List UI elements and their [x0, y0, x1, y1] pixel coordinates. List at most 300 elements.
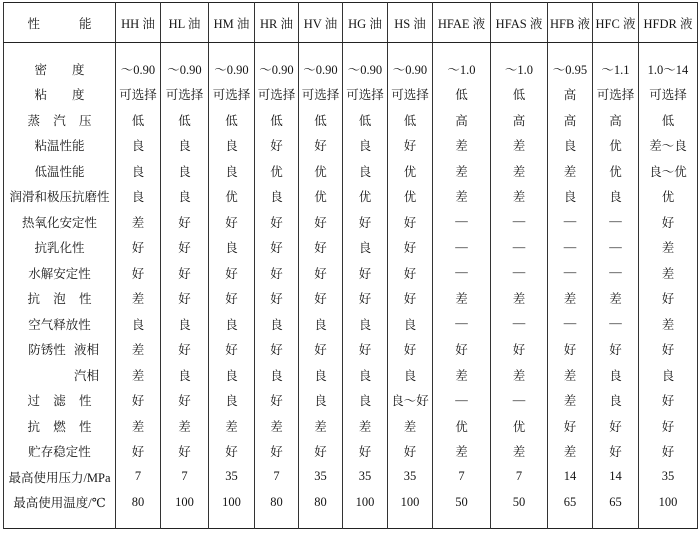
column-header: HH 油	[116, 3, 161, 43]
table-cell: 好	[343, 439, 388, 465]
table-cell: 好	[388, 286, 433, 312]
table-cell: 良	[593, 362, 639, 388]
table-cell: 好	[491, 337, 548, 363]
table-cell: 优	[299, 184, 343, 210]
row-label: 空气释放性	[28, 317, 91, 332]
spacer-cell	[491, 43, 548, 57]
table-cell: 良	[255, 184, 299, 210]
spacer-cell	[4, 43, 116, 57]
column-header: HS 油	[388, 3, 433, 43]
table-cell: —	[593, 260, 639, 286]
table-cell: 差	[116, 413, 161, 439]
table-cell: 优	[639, 184, 698, 210]
column-header: HL 油	[161, 3, 209, 43]
table-cell: —	[548, 209, 593, 235]
row-label: 抗乳化性	[34, 241, 85, 256]
row-label: 热氧化安定性	[21, 215, 97, 230]
table-cell: 好	[388, 133, 433, 159]
spacer-cell	[388, 515, 433, 529]
spacer-cell	[209, 43, 255, 57]
hydraulic-fluid-properties-table	[3, 2, 698, 529]
table-cell: 良	[343, 388, 388, 414]
table-cell: 好	[639, 209, 698, 235]
table-cell: 差	[343, 413, 388, 439]
table-cell: 可选择	[639, 82, 698, 108]
column-header: HFC 液	[593, 3, 639, 43]
table-cell: ～0.90	[388, 56, 433, 82]
table-cell: 好	[388, 260, 433, 286]
table-cell: 优	[593, 133, 639, 159]
table-cell: 优	[491, 413, 548, 439]
table-cell: 差	[116, 337, 161, 363]
table-cell: —	[433, 260, 491, 286]
table-cell: 好	[161, 260, 209, 286]
table-cell: 低	[433, 82, 491, 108]
row-label: 低温性能	[34, 164, 85, 179]
table-cell: 低	[343, 107, 388, 133]
table-cell: 好	[639, 388, 698, 414]
table-cell: 好	[299, 209, 343, 235]
table-cell: 好	[255, 133, 299, 159]
table-cell: 好	[343, 260, 388, 286]
table-cell: 良	[639, 362, 698, 388]
table-cell: 好	[116, 260, 161, 286]
header-row	[4, 3, 698, 43]
table-cell: 良	[255, 311, 299, 337]
table-cell: 差	[116, 209, 161, 235]
row-label-cell	[4, 464, 116, 490]
table-cell: 差	[388, 413, 433, 439]
table-cell: 良	[343, 235, 388, 261]
table-cell: 好	[548, 413, 593, 439]
spacer-row	[4, 515, 698, 529]
table-cell: 好	[255, 388, 299, 414]
spacer-cell	[299, 43, 343, 57]
table-cell: 低	[255, 107, 299, 133]
table-cell: 低	[491, 82, 548, 108]
table-cell: 差	[548, 286, 593, 312]
table-cell: 好	[388, 209, 433, 235]
row-label-cell	[4, 158, 116, 184]
row-label-cell	[4, 413, 116, 439]
spacer-cell	[548, 43, 593, 57]
table-cell: 良	[209, 133, 255, 159]
table-cell: 好	[209, 439, 255, 465]
spacer-cell	[116, 515, 161, 529]
table-row	[4, 464, 698, 490]
column-header: HFAS 液	[491, 3, 548, 43]
table-cell: 可选择	[116, 82, 161, 108]
row-label: 抗 燃 性	[27, 419, 92, 434]
table-cell: 1.0～14	[639, 56, 698, 82]
table-cell: —	[548, 235, 593, 261]
spacer-cell	[255, 43, 299, 57]
table-cell: ～0.90	[255, 56, 299, 82]
table-cell: 良	[548, 133, 593, 159]
table-cell: —	[433, 311, 491, 337]
table-cell: 好	[161, 235, 209, 261]
table-cell: 低	[639, 107, 698, 133]
table-cell: 可选择	[299, 82, 343, 108]
table-cell: 35	[388, 464, 433, 490]
row-label-cell	[4, 184, 116, 210]
table-cell: 7	[491, 464, 548, 490]
table-cell: 优	[593, 158, 639, 184]
table-row	[4, 235, 698, 261]
table-cell: 差	[491, 286, 548, 312]
spacer-cell	[433, 515, 491, 529]
table-cell: ～0.90	[209, 56, 255, 82]
table-cell: 良	[343, 311, 388, 337]
table-row	[4, 362, 698, 388]
table-cell: 7	[161, 464, 209, 490]
table-cell: 差	[639, 235, 698, 261]
table-cell: 好	[639, 337, 698, 363]
table-cell: 好	[299, 337, 343, 363]
row-label: 水解安定性	[28, 266, 91, 281]
table-body	[4, 43, 698, 529]
table-cell: —	[491, 311, 548, 337]
table-cell: 良	[116, 311, 161, 337]
table-cell: —	[548, 311, 593, 337]
table-cell: 良	[593, 388, 639, 414]
table-cell: 良	[343, 362, 388, 388]
table-cell: 差	[255, 413, 299, 439]
table-cell: 差	[639, 311, 698, 337]
table-row	[4, 311, 698, 337]
table-cell: 可选择	[161, 82, 209, 108]
table-cell: 良	[209, 388, 255, 414]
table-cell: 好	[299, 260, 343, 286]
spacer-cell	[161, 43, 209, 57]
table-cell: —	[491, 260, 548, 286]
table-cell: 好	[639, 286, 698, 312]
table-cell: 差～良	[639, 133, 698, 159]
row-label: 过 滤 性	[27, 394, 92, 409]
table-cell: 差	[433, 286, 491, 312]
table-cell: 好	[116, 439, 161, 465]
row-label: 贮存稳定性	[28, 445, 91, 460]
table-cell: 好	[209, 260, 255, 286]
row-label: 粘温性能	[34, 139, 85, 154]
table-cell: —	[491, 388, 548, 414]
column-header: HR 油	[255, 3, 299, 43]
table-cell: 优	[343, 184, 388, 210]
table-cell: 好	[388, 337, 433, 363]
table-cell: 好	[548, 337, 593, 363]
spacer-cell	[593, 515, 639, 529]
table-cell: —	[593, 311, 639, 337]
table-cell: 良	[548, 184, 593, 210]
row-label-cell	[4, 439, 116, 465]
table-cell: 良	[209, 235, 255, 261]
table-cell: 差	[491, 362, 548, 388]
table-cell: 35	[299, 464, 343, 490]
spacer-cell	[388, 43, 433, 57]
table-cell: 好	[388, 439, 433, 465]
property-header-label: 性 能	[27, 16, 92, 31]
row-label-cell	[4, 235, 116, 261]
table-cell: 良	[116, 184, 161, 210]
table-cell: 差	[433, 158, 491, 184]
table-cell: 差	[491, 158, 548, 184]
table-cell: 可选择	[255, 82, 299, 108]
table-cell: 良	[209, 362, 255, 388]
table-cell: 优	[433, 413, 491, 439]
table-cell: 65	[593, 490, 639, 516]
spacer-cell	[639, 43, 698, 57]
table-cell: 好	[433, 337, 491, 363]
table-cell: 14	[548, 464, 593, 490]
row-label: 最高使用压力/MPa	[8, 470, 111, 485]
table-cell: 好	[255, 286, 299, 312]
row-label-cell	[4, 311, 116, 337]
column-header: HFB 液	[548, 3, 593, 43]
table-cell: 35	[343, 464, 388, 490]
table-cell: 差	[433, 184, 491, 210]
table-cell: 差	[491, 133, 548, 159]
table-cell: 好	[299, 133, 343, 159]
table-cell: 高	[433, 107, 491, 133]
table-cell: 良	[209, 158, 255, 184]
table-cell: 好	[593, 337, 639, 363]
table-cell: ～0.90	[116, 56, 161, 82]
spacer-cell	[209, 515, 255, 529]
table-cell: —	[433, 209, 491, 235]
table-cell: 良	[161, 184, 209, 210]
table-cell: 低	[161, 107, 209, 133]
spacer-cell	[639, 515, 698, 529]
table-cell: 差	[548, 388, 593, 414]
spacer-cell	[343, 43, 388, 57]
table-cell: 好	[343, 286, 388, 312]
spacer-cell	[593, 43, 639, 57]
table-cell: —	[433, 235, 491, 261]
table-row	[4, 388, 698, 414]
table-row	[4, 184, 698, 210]
table-cell: 好	[116, 235, 161, 261]
table-cell: 差	[433, 133, 491, 159]
table-cell: 良	[388, 362, 433, 388]
row-label: 抗 泡 性	[27, 292, 92, 307]
table-cell: 良	[161, 158, 209, 184]
table-cell: —	[593, 209, 639, 235]
row-label-cell	[4, 56, 116, 82]
table-cell: —	[548, 260, 593, 286]
table-cell: 好	[255, 235, 299, 261]
row-label-cell	[4, 133, 116, 159]
table-cell: 7	[255, 464, 299, 490]
table-cell: ～1.0	[433, 56, 491, 82]
table-cell: ～0.90	[161, 56, 209, 82]
table-cell: 可选择	[209, 82, 255, 108]
table-cell: 良	[593, 184, 639, 210]
table-cell: 低	[388, 107, 433, 133]
table-cell: 65	[548, 490, 593, 516]
table-cell: ～0.95	[548, 56, 593, 82]
table-row	[4, 413, 698, 439]
table-cell: 差	[116, 286, 161, 312]
table-cell: 优	[299, 158, 343, 184]
table-cell: 好	[255, 439, 299, 465]
table-cell: 低	[299, 107, 343, 133]
table-cell: 差	[491, 184, 548, 210]
row-label-cell	[4, 107, 116, 133]
table-row	[4, 133, 698, 159]
table-cell: 良	[116, 133, 161, 159]
table-cell: 良	[299, 362, 343, 388]
table-cell: 优	[388, 158, 433, 184]
row-label: 粘 度	[34, 88, 85, 103]
table-cell: —	[433, 388, 491, 414]
table-cell: 良	[299, 388, 343, 414]
table-cell: 好	[209, 337, 255, 363]
spacer-row	[4, 43, 698, 57]
table-cell: 可选择	[593, 82, 639, 108]
table-row	[4, 82, 698, 108]
table-cell: 好	[299, 286, 343, 312]
spacer-cell	[161, 515, 209, 529]
table-cell: 100	[161, 490, 209, 516]
column-header: HFAE 液	[433, 3, 491, 43]
table-cell: 良	[161, 311, 209, 337]
table-cell: 良～优	[639, 158, 698, 184]
table-cell: 100	[209, 490, 255, 516]
table-cell: 优	[255, 158, 299, 184]
table-cell: 好	[161, 337, 209, 363]
column-header: HV 油	[299, 3, 343, 43]
table-cell: 好	[639, 413, 698, 439]
table-cell: 100	[639, 490, 698, 516]
table-cell: ～1.1	[593, 56, 639, 82]
table-cell: 50	[433, 490, 491, 516]
table-row	[4, 286, 698, 312]
table-cell: 差	[548, 362, 593, 388]
table-cell: 100	[343, 490, 388, 516]
table-cell: 好	[255, 209, 299, 235]
table-cell: 好	[161, 286, 209, 312]
table-cell: 好	[161, 439, 209, 465]
table-cell: 差	[433, 439, 491, 465]
table-cell: 差	[639, 260, 698, 286]
table-cell: 差	[161, 413, 209, 439]
table-cell: 14	[593, 464, 639, 490]
row-label: 密 度	[34, 62, 85, 77]
table-cell: 良	[343, 158, 388, 184]
table-cell: 优	[388, 184, 433, 210]
row-label-cell	[4, 286, 116, 312]
table-cell: —	[491, 235, 548, 261]
table-cell: —	[491, 209, 548, 235]
table-cell: 差	[548, 158, 593, 184]
spacer-cell	[343, 515, 388, 529]
row-label-cell	[4, 388, 116, 414]
table-cell: 可选择	[343, 82, 388, 108]
table-cell: 可选择	[388, 82, 433, 108]
row-label-cell	[4, 490, 116, 516]
table-cell: 差	[433, 362, 491, 388]
table-row	[4, 490, 698, 516]
table-cell: 良	[255, 362, 299, 388]
table-cell: 80	[299, 490, 343, 516]
table-cell: 差	[593, 286, 639, 312]
table-cell: 好	[116, 388, 161, 414]
column-header: HFDR 液	[639, 3, 698, 43]
table-cell: 35	[209, 464, 255, 490]
table-cell: 高	[491, 107, 548, 133]
table-cell: 优	[209, 184, 255, 210]
table-cell: 高	[548, 82, 593, 108]
table-cell: 差	[548, 439, 593, 465]
row-label-cell	[4, 337, 116, 363]
table-cell: 好	[593, 413, 639, 439]
table-cell: 好	[299, 439, 343, 465]
table-row	[4, 439, 698, 465]
row-label-cell	[4, 209, 116, 235]
table-cell: 良～好	[388, 388, 433, 414]
table-cell: 100	[388, 490, 433, 516]
spacer-cell	[4, 515, 116, 529]
table-cell: ～0.90	[299, 56, 343, 82]
table-cell: 差	[299, 413, 343, 439]
table-cell: 低	[116, 107, 161, 133]
table-cell: 7	[116, 464, 161, 490]
table-cell: 好	[255, 260, 299, 286]
table-cell: 高	[548, 107, 593, 133]
table-cell: 好	[299, 235, 343, 261]
row-label: 蒸 汽 压	[27, 113, 92, 128]
table-row	[4, 260, 698, 286]
table-cell: 80	[255, 490, 299, 516]
table-row	[4, 337, 698, 363]
column-header: HG 油	[343, 3, 388, 43]
row-label-cell	[4, 260, 116, 286]
row-label-cell	[4, 362, 116, 388]
spacer-cell	[255, 515, 299, 529]
table-cell: 好	[593, 439, 639, 465]
table-cell: 好	[161, 209, 209, 235]
table-cell: ～1.0	[491, 56, 548, 82]
row-sublabel: 液相	[73, 343, 99, 358]
table-cell: 好	[343, 337, 388, 363]
table-cell: 差	[491, 439, 548, 465]
table-cell: 高	[593, 107, 639, 133]
table-cell: 好	[255, 337, 299, 363]
table-cell: 好	[343, 209, 388, 235]
table-cell: 良	[161, 362, 209, 388]
table-cell: 好	[209, 286, 255, 312]
spacer-cell	[548, 515, 593, 529]
table-cell: 良	[299, 311, 343, 337]
table-cell: 7	[433, 464, 491, 490]
spacer-cell	[491, 515, 548, 529]
table-cell: 好	[161, 388, 209, 414]
row-label: 防锈性	[28, 343, 66, 358]
table-cell: 良	[388, 311, 433, 337]
table-cell: ～0.90	[343, 56, 388, 82]
row-label-cell	[4, 82, 116, 108]
table-cell: 良	[343, 133, 388, 159]
property-column-header	[4, 3, 116, 43]
spacer-cell	[299, 515, 343, 529]
table-cell: 良	[209, 311, 255, 337]
table-cell: 差	[116, 362, 161, 388]
spacer-cell	[116, 43, 161, 57]
row-label: 润滑和极压抗磨性	[9, 190, 110, 205]
table-cell: —	[593, 235, 639, 261]
table-cell: 良	[161, 133, 209, 159]
table-cell: 好	[388, 235, 433, 261]
